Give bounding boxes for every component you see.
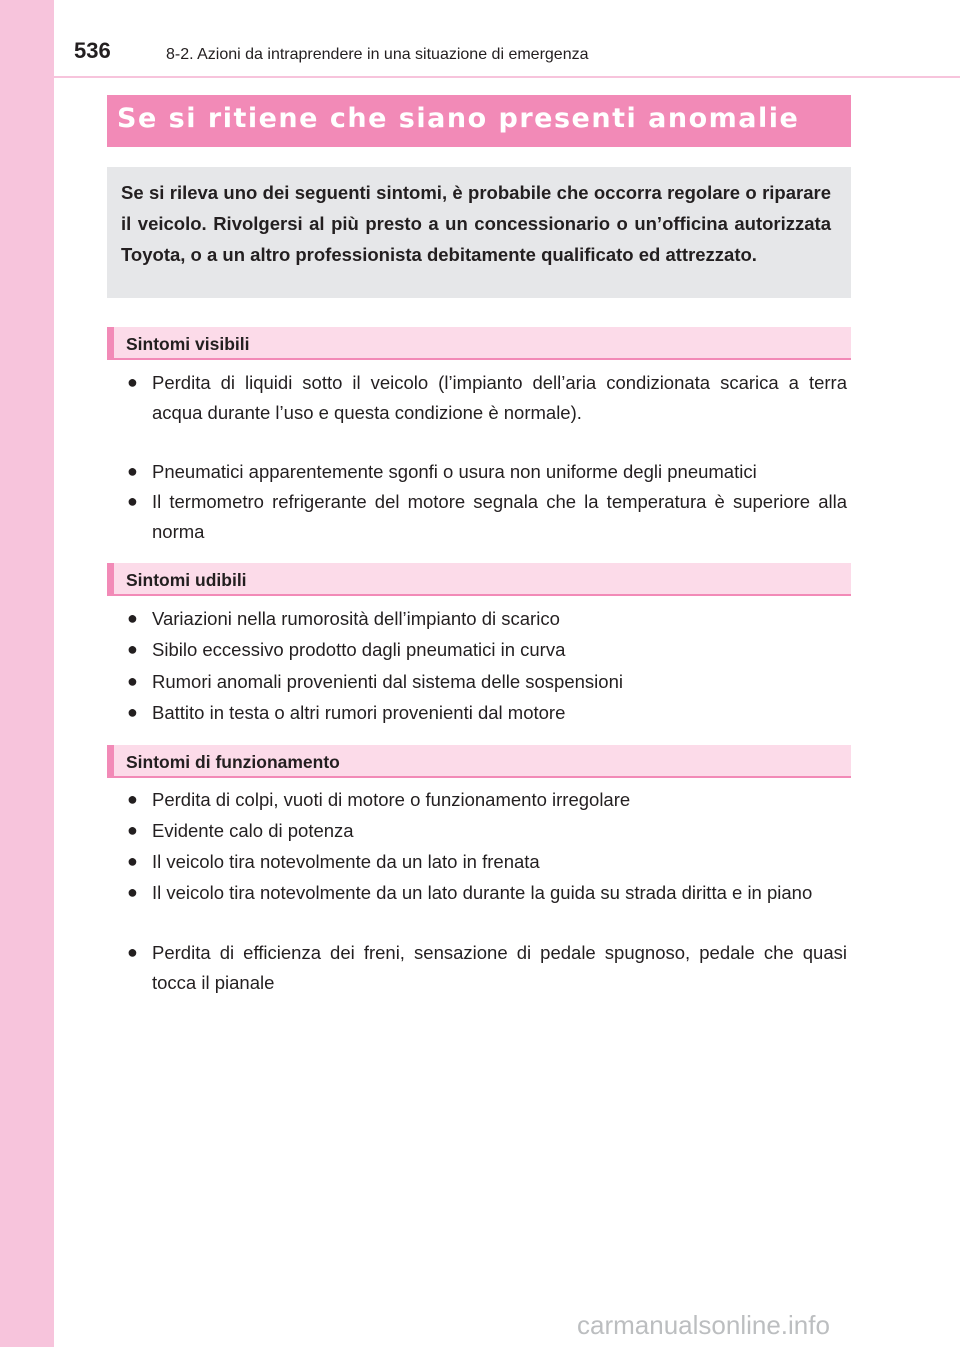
watermark: carmanualsonline.info bbox=[577, 1310, 830, 1340]
header-divider bbox=[54, 76, 960, 78]
list-item bbox=[127, 847, 847, 877]
list-item bbox=[127, 785, 847, 815]
list-item bbox=[127, 878, 847, 908]
page-number: 536 bbox=[74, 38, 111, 63]
bullet-icon: ● bbox=[127, 639, 138, 659]
list-item-text: Il veicolo tira notevolmente da un lato in frenata bbox=[152, 851, 540, 872]
bullet-icon: ● bbox=[127, 671, 138, 691]
list-item-text: Sibilo eccessivo prodotto dagli pneumatici in curva bbox=[152, 639, 566, 660]
section-heading-label: Sintomi udibili bbox=[126, 570, 247, 590]
list-item bbox=[127, 457, 847, 487]
list-item bbox=[127, 635, 847, 665]
bullet-icon: ● bbox=[127, 608, 138, 628]
heading-accent-bar bbox=[107, 745, 114, 776]
intro-text: Se si rileva uno dei seguenti sintomi, è probabile che occorra regolare o riparare il veicolo. Rivolgersi al più presto a un concessionario o un’officina autorizzata Toyota, o a un altro professionista debitamente qualificato ed attrezzato. bbox=[121, 182, 831, 265]
list-item-text: Il termometro refrigerante del motore segnala che la temperatura è superiore alla norma bbox=[152, 491, 847, 542]
list-item bbox=[127, 604, 847, 634]
bullet-icon: ● bbox=[127, 789, 138, 809]
list-item-text: Perdita di efficienza dei freni, sensazione di pedale spugnoso, pedale che quasi tocca il pianale bbox=[152, 942, 847, 993]
list-item-text: Pneumatici apparentemente sgonfi o usura non uniforme degli pneumatici bbox=[152, 461, 757, 482]
intro-box bbox=[107, 167, 851, 298]
list-item bbox=[127, 698, 847, 728]
list-item bbox=[127, 667, 847, 697]
bullet-icon: ● bbox=[127, 491, 138, 511]
bullet-icon: ● bbox=[127, 820, 138, 840]
heading-accent-bar bbox=[107, 327, 114, 358]
bullet-icon: ● bbox=[127, 702, 138, 722]
section-heading-audible bbox=[107, 563, 851, 596]
list-item-text: Variazioni nella rumorosità dell’impianto di scarico bbox=[152, 608, 560, 629]
heading-accent-bar bbox=[107, 563, 114, 594]
list-item-text: Perdita di colpi, vuoti di motore o funzionamento irregolare bbox=[152, 789, 631, 810]
list-item-text: Evidente calo di potenza bbox=[152, 820, 354, 841]
list-item-text: Il veicolo tira notevolmente da un lato durante la guida su strada diritta e in piano bbox=[152, 882, 813, 903]
section-heading-label: Sintomi di funzionamento bbox=[126, 752, 340, 772]
page-header bbox=[54, 0, 960, 77]
list-item bbox=[127, 368, 847, 427]
section-heading-operation bbox=[107, 745, 851, 778]
bullet-icon: ● bbox=[127, 942, 138, 962]
section-path: 8-2. Azioni da intraprendere in una situazione di emergenza bbox=[166, 46, 589, 63]
bullet-icon: ● bbox=[127, 851, 138, 871]
bullet-icon: ● bbox=[127, 461, 138, 481]
list-item bbox=[127, 816, 847, 846]
list-item-text: Battito in testa o altri rumori provenienti dal motore bbox=[152, 702, 566, 723]
page-title: Se si ritiene che siano presenti anomalie bbox=[117, 103, 800, 134]
bullet-icon: ● bbox=[127, 882, 138, 902]
bullet-icon: ● bbox=[127, 372, 138, 392]
section-heading-visible bbox=[107, 327, 851, 360]
main-title-bar bbox=[107, 95, 851, 147]
list-item bbox=[127, 487, 847, 546]
list-item-text: Perdita di liquidi sotto il veicolo (l’impianto dell’aria condizionata scarica a terra acqua durante l’uso e questa condizione è normale). bbox=[152, 372, 847, 423]
list-item-text: Rumori anomali provenienti dal sistema delle sospensioni bbox=[152, 671, 623, 692]
side-color-strip bbox=[0, 0, 54, 1347]
list-item bbox=[127, 938, 847, 997]
section-heading-label: Sintomi visibili bbox=[126, 334, 250, 354]
